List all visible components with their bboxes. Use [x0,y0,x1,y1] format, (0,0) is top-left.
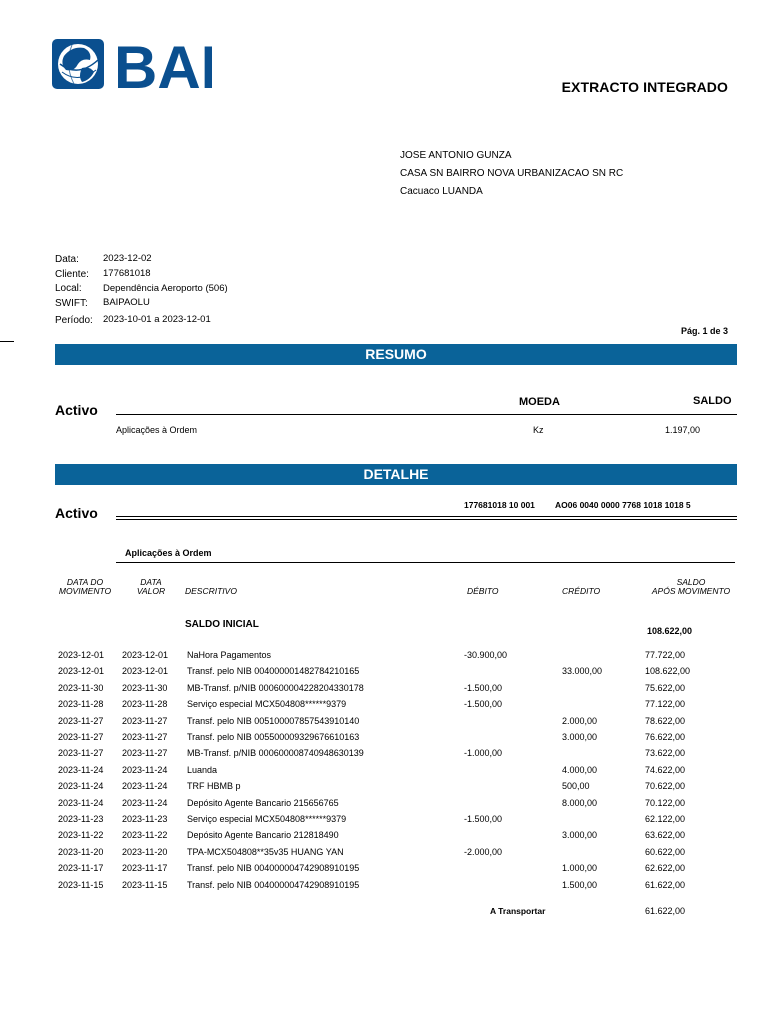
resumo-row-currency: Kz [533,425,544,435]
cell-saldo: 62.622,00 [645,863,686,874]
bai-logo-text: BAI [114,38,212,92]
cell-date-movimento: 2023-12-01 [58,666,105,677]
client-value: 177681018 [103,268,151,279]
recipient-address-line1: CASA SN BAIRRO NOVA URBANIZACAO SN RC [400,168,624,179]
cell-credito: 3.000,00 [562,732,598,742]
cell-saldo: 60.622,00 [645,846,686,857]
resumo-divider [116,414,737,415]
cell-date-valor: 2023-11-22 [122,830,168,841]
cell-date-movimento: 2023-11-15 [58,879,104,890]
cell-saldo: 108.622,00 [645,666,691,677]
cell-descritivo: NaHora Pagamentos [187,650,272,660]
cell-saldo: 62.122,00 [645,814,686,824]
cell-date-movimento: 2023-11-17 [58,863,104,874]
cell-descritivo: Transf. pelo NIB 005500009329676610163 [187,732,360,742]
header-descritivo: DESCRITIVO [185,586,237,596]
cell-descritivo: MB-Transf. p/NIB 000600004228204330178 [187,682,364,693]
cell-saldo: 76.622,00 [645,732,686,742]
cell-descritivo: TRF HBMB p [187,781,241,792]
cell-debito: -2.000,00 [464,846,503,857]
cell-date-valor: 2023-11-28 [122,699,168,710]
header-debito: DÉBITO [467,586,499,596]
cell-descritivo: Luanda [187,764,218,775]
bai-logo [52,38,212,92]
swift-value: BAIPAOLU [103,297,150,308]
cell-saldo: 77.122,00 [645,699,686,710]
account-number: 177681018 10 001 [464,500,535,510]
cell-date-valor: 2023-11-20 [122,846,168,857]
table-row [0,732,768,748]
cell-descritivo: Depósito Agente Bancario 212818490 [187,830,339,841]
cell-date-valor: 2023-11-24 [122,781,168,792]
header-data-valor: DATA VALOR [136,577,166,596]
cell-date-movimento: 2023-11-24 [58,797,104,808]
table-row [0,666,768,682]
cell-date-valor: 2023-11-27 [122,748,168,759]
header-credito: CRÉDITO [562,586,601,596]
cell-saldo: 73.622,00 [645,748,686,759]
cell-descritivo: Transf. pelo NIB 005100007857543910140 [187,715,360,726]
cell-descritivo: Serviço especial MCX504808******9379 [187,814,347,824]
resumo-col-currency: MOEDA [519,396,560,408]
resumo-row-description: Aplicações à Ordem [116,425,198,435]
resumo-row-balance: 1.197,00 [665,425,701,435]
cell-date-valor: 2023-12-01 [122,666,169,677]
cell-date-valor: 2023-11-15 [122,879,168,890]
page-number: Pág. 1 de 3 [680,326,728,336]
table-row [0,765,768,781]
cell-descritivo: Transf. pelo NIB 004000004742908910195 [187,863,360,874]
cell-descritivo: Serviço especial MCX504808******9379 [187,699,347,710]
table-row [0,650,768,666]
cell-date-movimento: 2023-11-23 [58,814,104,824]
date-label: Data: [55,254,79,265]
header-data-movimento: DATA DO MOVIMENTO [58,577,112,596]
cell-date-valor: 2023-11-24 [122,797,168,808]
cell-saldo: 74.622,00 [645,764,686,775]
cell-debito: -1.000,00 [464,748,503,759]
subsection-divider [116,562,735,563]
table-row [0,748,768,764]
resumo-banner: RESUMO [55,344,737,365]
cell-date-movimento: 2023-11-27 [58,732,104,742]
detalhe-section-title: Activo [55,505,98,521]
cell-date-movimento: 2023-11-28 [58,699,104,710]
table-row [0,814,768,830]
table-row [0,781,768,797]
cell-saldo: 70.122,00 [645,797,686,808]
location-value: Dependência Aeroporto (506) [103,283,228,294]
cell-date-movimento: 2023-11-20 [58,846,104,857]
table-row [0,699,768,715]
cell-date-movimento: 2023-11-24 [58,781,104,792]
table-row [0,847,768,863]
cell-descritivo: TPA-MCX504808**35v35 HUANG YAN [187,846,344,857]
cell-date-valor: 2023-11-27 [122,732,168,742]
cell-saldo: 63.622,00 [645,830,686,841]
cell-debito: -30.900,00 [464,650,508,660]
cell-date-movimento: 2023-11-27 [58,715,104,726]
cell-saldo: 77.722,00 [645,650,686,660]
cell-debito: -1.500,00 [464,814,503,824]
period-label: Período: [55,315,93,326]
subsection-title: Aplicações à Ordem [125,548,212,558]
cell-credito: 1.000,00 [562,863,598,874]
a-transportar-label: A Transportar [490,906,546,916]
cell-date-valor: 2023-11-30 [122,682,168,693]
cell-descritivo: MB-Transf. p/NIB 000600008740948630139 [187,748,364,759]
margin-mark [0,341,14,342]
a-transportar-value: 61.622,00 [645,906,686,916]
cell-date-movimento: 2023-12-01 [58,650,105,660]
detalhe-banner: DETALHE [55,464,737,485]
cell-date-valor: 2023-11-27 [122,715,168,726]
saldo-inicial-label: SALDO INICIAL [185,619,259,630]
cell-credito: 33.000,00 [562,666,603,677]
header-saldo: SALDO APÓS MOVIMENTO [651,577,731,596]
cell-date-valor: 2023-11-23 [122,814,168,824]
resumo-col-balance: SALDO [693,395,732,407]
cell-credito: 500,00 [562,781,590,792]
cell-credito: 1.500,00 [562,879,598,890]
document-title: EXTRACTO INTEGRADO [561,79,728,95]
cell-date-movimento: 2023-11-30 [58,682,104,693]
cell-credito: 8.000,00 [562,797,598,808]
location-label: Local: [55,283,82,294]
recipient-name: JOSE ANTONIO GUNZA [400,150,512,161]
cell-saldo: 61.622,00 [645,879,686,890]
swift-label: SWIFT: [55,298,88,309]
cell-date-movimento: 2023-11-27 [58,748,104,759]
table-row [0,683,768,699]
cell-saldo: 78.622,00 [645,715,686,726]
table-row [0,863,768,879]
cell-date-valor: 2023-11-17 [122,863,168,874]
detalhe-divider-bottom [116,519,737,520]
table-row [0,880,768,896]
cell-debito: -1.500,00 [464,699,503,710]
cell-date-valor: 2023-11-24 [122,764,168,775]
account-iban: AO06 0040 0000 7768 1018 1018 5 [555,500,691,510]
cell-saldo: 70.622,00 [645,781,686,792]
table-row [0,798,768,814]
recipient-address-line2: Cacuaco LUANDA [400,186,483,197]
cell-descritivo: Depósito Agente Bancario 215656765 [187,797,339,808]
cell-credito: 2.000,00 [562,715,598,726]
cell-date-movimento: 2023-11-24 [58,764,104,775]
cell-debito: -1.500,00 [464,682,503,693]
cell-descritivo: Transf. pelo NIB 004000004742908910195 [187,879,360,890]
period-value: 2023-10-01 a 2023-12-01 [103,314,211,325]
cell-credito: 4.000,00 [562,764,598,775]
cell-date-movimento: 2023-11-22 [58,830,104,841]
resumo-section-title: Activo [55,402,98,418]
detalhe-divider-top [116,516,737,517]
table-row [0,830,768,846]
cell-credito: 3.000,00 [562,830,598,841]
client-label: Cliente: [55,269,89,280]
cell-date-valor: 2023-12-01 [122,650,169,660]
saldo-inicial-value: 108.622,00 [647,626,693,636]
cell-descritivo: Transf. pelo NIB 004000001482784210165 [187,666,360,677]
cell-saldo: 75.622,00 [645,682,686,693]
date-value: 2023-12-02 [103,253,152,264]
table-row [0,716,768,732]
